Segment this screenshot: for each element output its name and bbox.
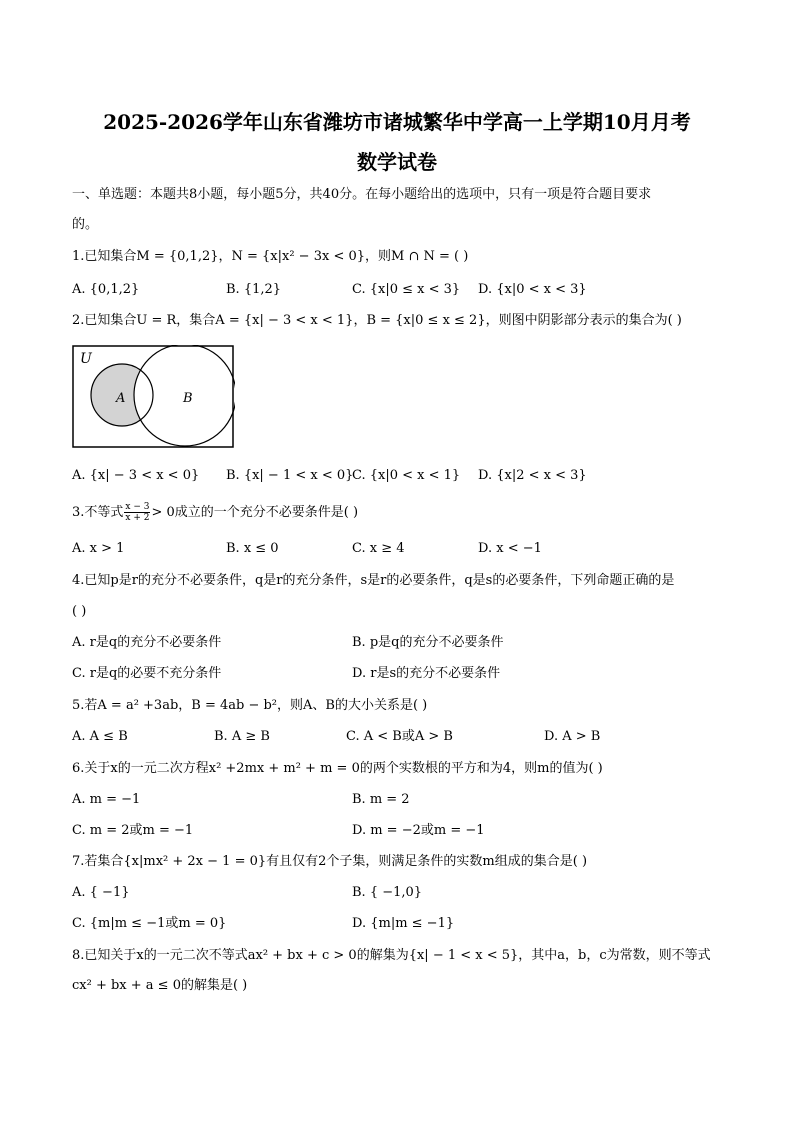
exam-subtitle: 数学试卷 bbox=[357, 150, 437, 174]
q7-option-c[interactable]: C. {m|m ≤ −1或m = 0} bbox=[72, 916, 227, 931]
question-6-stem: 6.关于x的一元二次方程x² +2mx + m² + m = 0的两个实数根的平方和为4，则m的值为( ) bbox=[72, 761, 603, 776]
question-2-stem: 2.已知集合U = R，集合A = {x| − 3 < x < 1}，B = {x|0 ≤ x ≤ 2}，则图中阴影部分表示的集合为( ) bbox=[72, 313, 682, 328]
question-1-stem: 1.已知集合M = {0,1,2}，N = {x|x² − 3x < 0}，则M ∩ N = ( ) bbox=[72, 249, 469, 264]
q3-fraction-numerator: x − 3 bbox=[125, 502, 150, 512]
q3-option-b[interactable]: B. x ≤ 0 bbox=[226, 541, 279, 556]
section-instruction: 一、单选题：本题共8小题，每小题5分，共40分。在每小题给出的选项中，只有一项是符合题目要求 bbox=[72, 187, 652, 202]
q6-option-a[interactable]: A. m = −1 bbox=[72, 792, 141, 807]
q4-option-a[interactable]: A. r是q的充分不必要条件 bbox=[72, 635, 222, 650]
q2-option-c[interactable]: C. {x|0 < x < 1} bbox=[352, 468, 461, 483]
question-7-stem: 7.若集合{x|mx² + 2x − 1 = 0}有且仅有2个子集，则满足条件的实数m组成的集合是( ) bbox=[72, 854, 588, 869]
q5-option-b[interactable]: B. A ≥ B bbox=[214, 729, 270, 744]
q2-option-d[interactable]: D. {x|2 < x < 3} bbox=[478, 468, 587, 483]
q3-option-a[interactable]: A. x > 1 bbox=[72, 541, 125, 556]
q3-fraction bbox=[124, 502, 150, 523]
q6-option-c[interactable]: C. m = 2或m = −1 bbox=[72, 823, 194, 838]
exam-title: 2025-2026学年山东省潍坊市诸城繁华中学高一上学期10月月考 bbox=[103, 110, 691, 134]
q4-option-d[interactable]: D. r是s的充分不必要条件 bbox=[352, 666, 501, 681]
q7-option-a[interactable]: A. { −1} bbox=[72, 885, 130, 900]
q1-option-c[interactable]: C. {x|0 ≤ x < 3} bbox=[352, 282, 461, 297]
q3-stem-prefix: 3.不等式 bbox=[72, 505, 124, 520]
q5-option-a[interactable]: A. A ≤ B bbox=[72, 729, 128, 744]
q5-option-d[interactable]: D. A > B bbox=[544, 729, 601, 744]
question-4-stem-cont: ( ) bbox=[72, 604, 87, 619]
q1-option-b[interactable]: B. {1,2} bbox=[226, 282, 282, 297]
q5-option-c[interactable]: C. A < B或A > B bbox=[346, 729, 453, 744]
question-4-stem: 4.已知p是r的充分不必要条件，q是r的充分条件，s是r的必要条件，q是s的必要条件，下列命题正确的是 bbox=[72, 573, 675, 588]
q4-option-c[interactable]: C. r是q的必要不充分条件 bbox=[72, 666, 222, 681]
q3-option-d[interactable]: D. x < −1 bbox=[478, 541, 542, 556]
label-a: A bbox=[116, 391, 126, 406]
question-8-stem: 8.已知关于x的一元二次不等式ax² + bx + c > 0的解集为{x| − 1 < x < 5}，其中a，b，c为常数，则不等式 bbox=[72, 948, 711, 963]
q6-option-b[interactable]: B. m = 2 bbox=[352, 792, 410, 807]
q1-option-a[interactable]: A. {0,1,2} bbox=[72, 282, 140, 297]
q4-option-b[interactable]: B. p是q的充分不必要条件 bbox=[352, 635, 504, 650]
question-8-stem-cont: cx² + bx + a ≤ 0的解集是( ) bbox=[72, 978, 248, 993]
q3-option-c[interactable]: C. x ≥ 4 bbox=[352, 541, 405, 556]
question-3-stem bbox=[72, 502, 358, 523]
q3-stem-suffix: > 0成立的一个充分不必要条件是( ) bbox=[151, 505, 359, 520]
q6-option-d[interactable]: D. m = −2或m = −1 bbox=[352, 823, 485, 838]
q7-option-b[interactable]: B. { −1,0} bbox=[352, 885, 423, 900]
q2-option-a[interactable]: A. {x| − 3 < x < 0} bbox=[72, 468, 200, 483]
label-b: B bbox=[183, 391, 193, 406]
question-5-stem: 5.若A = a² +3ab，B = 4ab − b²，则A、B的大小关系是( ) bbox=[72, 698, 428, 713]
label-u: U bbox=[80, 351, 92, 367]
q2-option-b[interactable]: B. {x| − 1 < x < 0} bbox=[226, 468, 354, 483]
section-instruction-cont: 的。 bbox=[72, 217, 99, 232]
venn-diagram bbox=[72, 345, 235, 449]
q3-fraction-denominator: x + 2 bbox=[125, 513, 150, 523]
q7-option-d[interactable]: D. {m|m ≤ −1} bbox=[352, 916, 455, 931]
q1-option-d[interactable]: D. {x|0 < x < 3} bbox=[478, 282, 587, 297]
